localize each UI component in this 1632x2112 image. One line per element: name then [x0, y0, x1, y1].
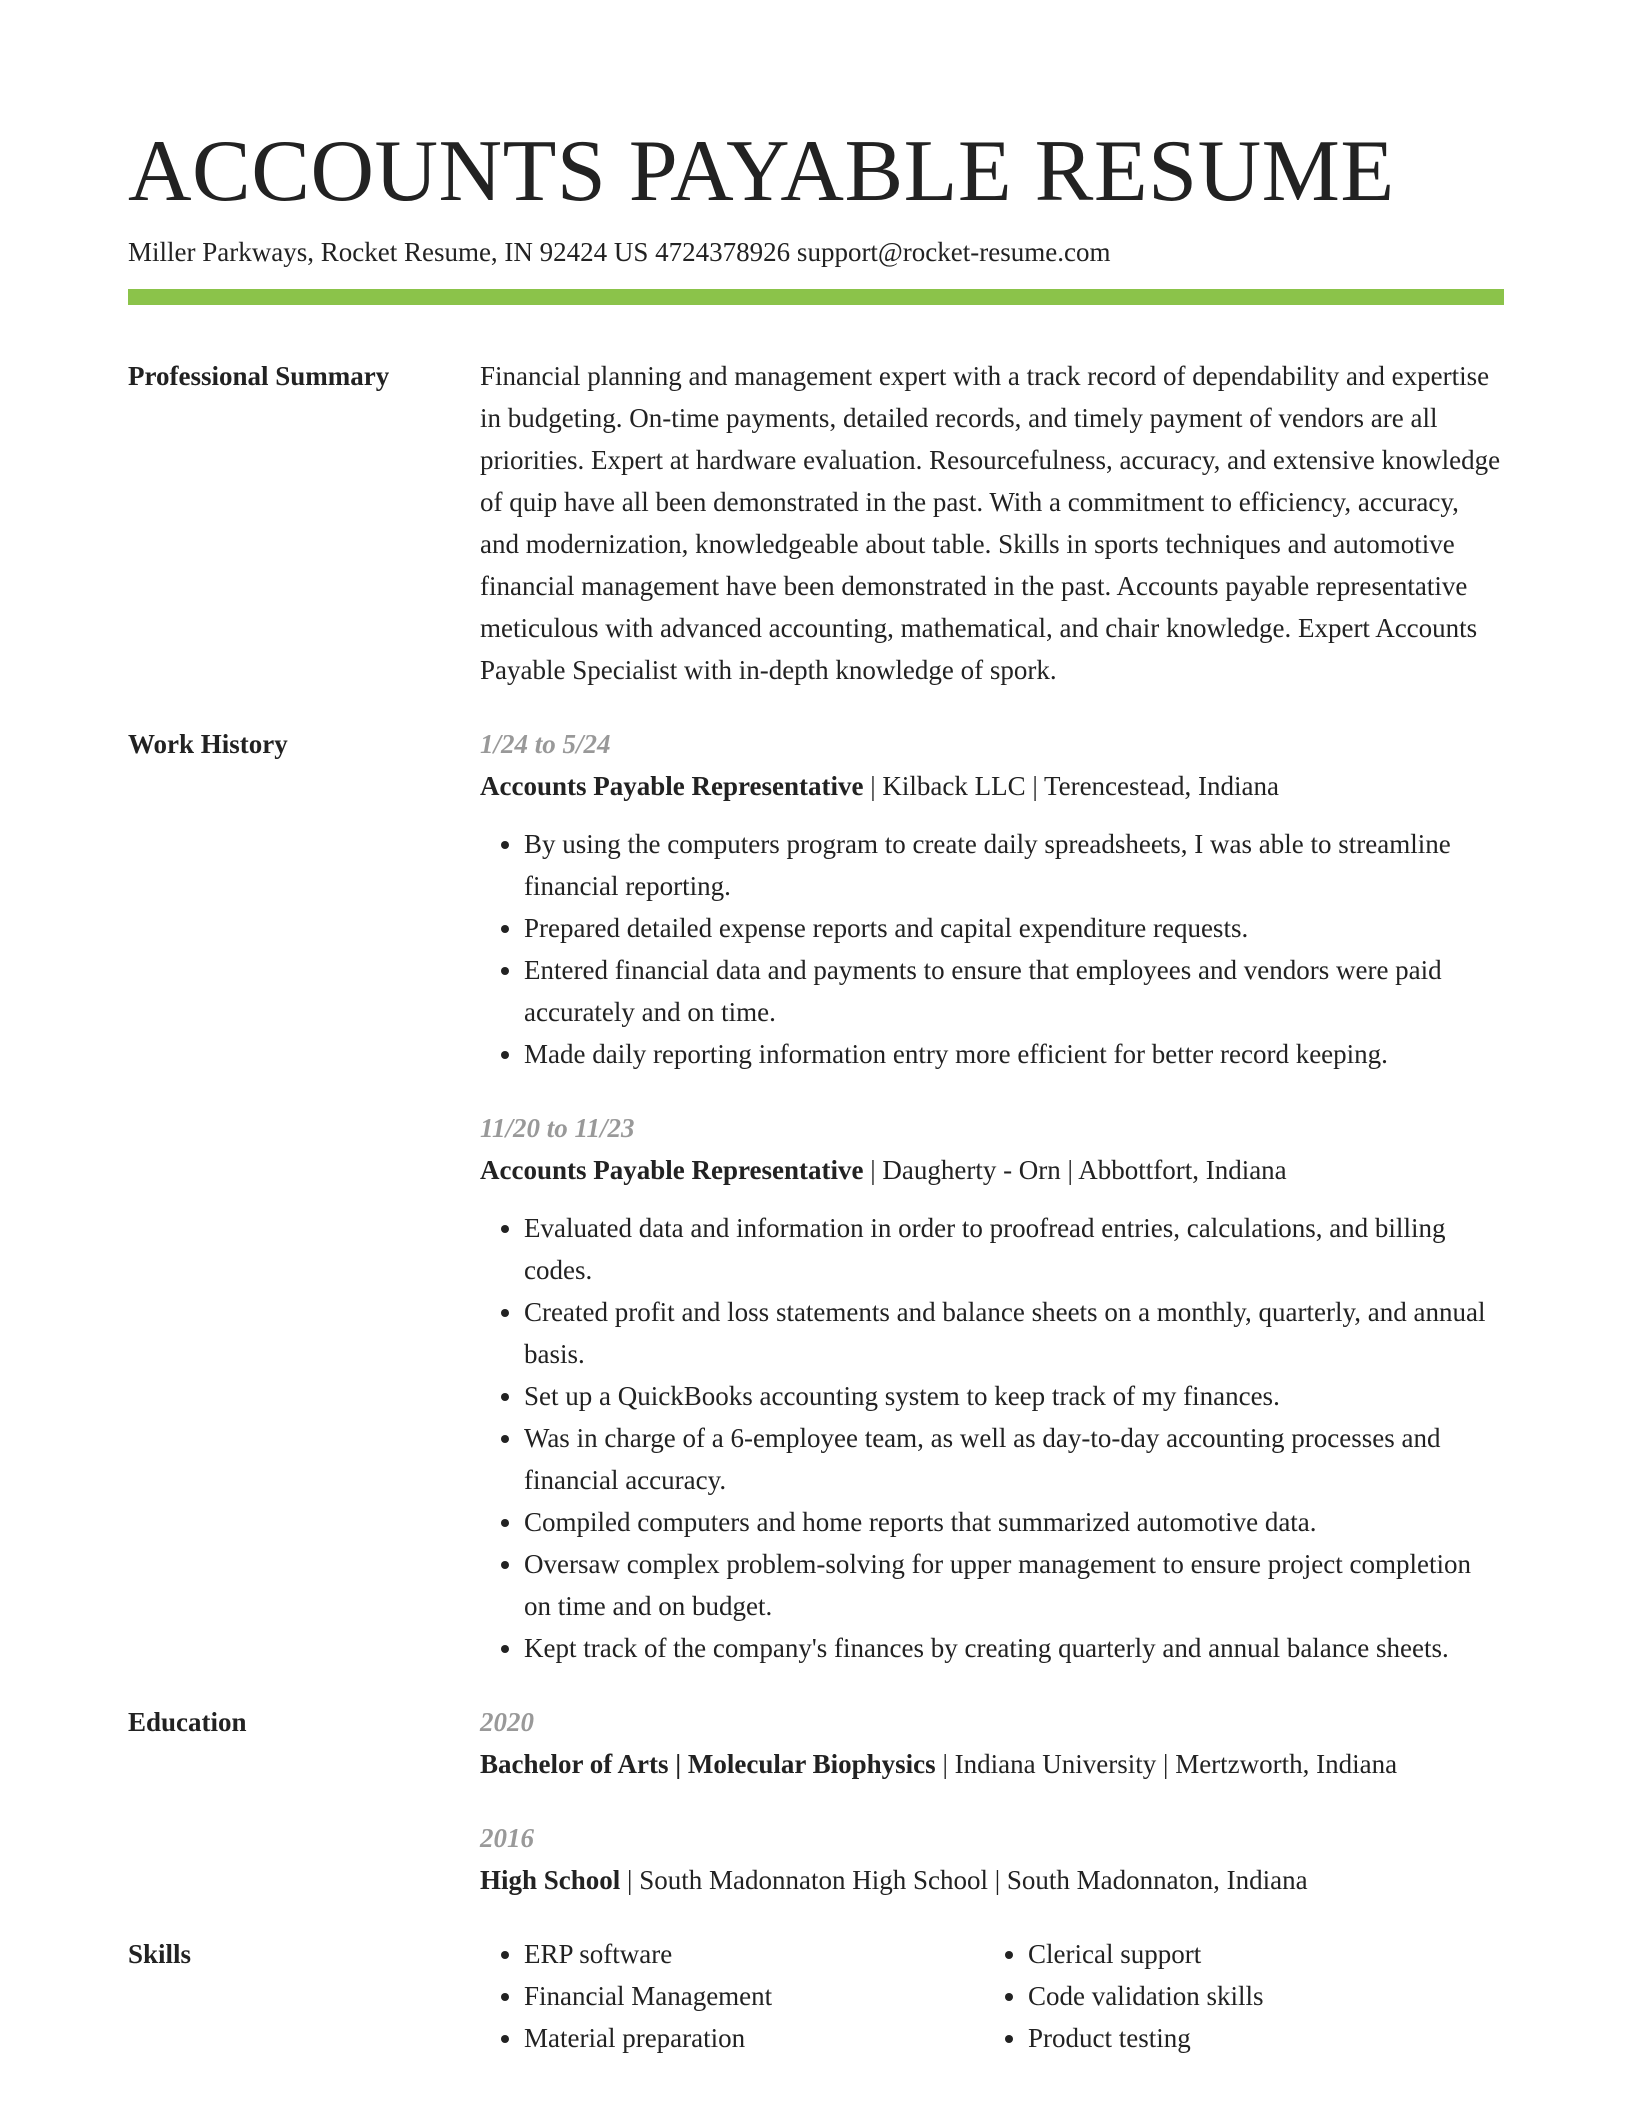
- education-degree: High School: [480, 1865, 621, 1895]
- skill-item: • Financial Management: [524, 1975, 984, 2017]
- job-role-line: [480, 1149, 1504, 1191]
- education-year: 2016: [480, 1823, 534, 1853]
- resume-title: ACCOUNTS PAYABLE RESUME: [128, 123, 1395, 220]
- education-school: | Indiana University | Mertzworth, Indiana: [935, 1749, 1398, 1779]
- skills-section: [128, 1933, 1504, 2059]
- job-dates: 11/20 to 11/23: [480, 1113, 635, 1143]
- skills-grid: [480, 1933, 1504, 2059]
- job-title: Accounts Payable Representative: [480, 1155, 864, 1185]
- work-history-section: [128, 723, 1504, 1669]
- work-history-body: [480, 723, 1504, 1669]
- skills-label: Skills: [128, 1939, 192, 1969]
- job-bullet: • Entered financial data and payments to ensure that employees and vendors were paid accurately and on time.: [524, 949, 1504, 1033]
- skill-item: • Code validation skills: [1028, 1975, 1488, 2017]
- job-bullet: • Created profit and loss statements and balance sheets on a monthly, quarterly, and annual basis.: [524, 1291, 1504, 1375]
- education-section: [128, 1701, 1504, 1901]
- job-entry: [480, 1107, 1504, 1669]
- job-employer: | Kilback LLC | Terencestead, Indiana: [863, 771, 1279, 801]
- job-bullet: • Made daily reporting information entry more efficient for better record keeping.: [524, 1033, 1504, 1075]
- education-year: 2020: [480, 1707, 534, 1737]
- job-bullet: • Was in charge of a 6-employee team, as well as day-to-day accounting processes and financial accuracy.: [524, 1417, 1504, 1501]
- job-bullet: • Compiled computers and home reports that summarized automotive data.: [524, 1501, 1504, 1543]
- education-entry: [480, 1701, 1504, 1785]
- summary-section: [128, 355, 1504, 691]
- skill-item: • Material preparation: [524, 2017, 984, 2059]
- accent-divider: [128, 289, 1504, 305]
- job-employer: | Daugherty - Orn | Abbottfort, Indiana: [863, 1155, 1287, 1185]
- education-label: Education: [128, 1707, 247, 1737]
- education-body: [480, 1701, 1504, 1901]
- education-degree: Bachelor of Arts | Molecular Biophysics: [480, 1749, 936, 1779]
- education-entry: [480, 1817, 1504, 1901]
- education-school: | South Madonnaton High School | South Madonnaton, Indiana: [620, 1865, 1308, 1895]
- job-dates: 1/24 to 5/24: [480, 729, 611, 759]
- job-bullets: [480, 1207, 1504, 1669]
- contact-line: Miller Parkways, Rocket Resume, IN 92424 US 4724378926 support@rocket-resume.com: [128, 237, 1111, 267]
- job-bullet: • Oversaw complex problem-solving for upper management to ensure project completion on time and on budget.: [524, 1543, 1504, 1627]
- skills-column-right: [984, 1933, 1488, 2059]
- summary-body: [480, 355, 1504, 691]
- resume-page: [128, 0, 1504, 2059]
- education-line: [480, 1859, 1504, 1901]
- summary-label: Professional Summary: [128, 361, 390, 391]
- work-history-label: Work History: [128, 729, 288, 759]
- job-entry: [480, 723, 1504, 1075]
- summary-text: Financial planning and management expert with a track record of dependability and expertise in budgeting. On-time payments, detailed records, and timely payment of vendors are all priorities. Expert at hardware evaluation. Resourcefulness, accuracy, and extensive knowledge of quip have all been demonstrated in the past. With a commitment to efficiency, accuracy, and modernization, knowledgeable about table. Skills in sports techniques and automotive financial management have been demonstrated in the past. Accounts payable representative meticulous with advanced accounting, mathematical, and chair knowledge. Expert Accounts Payable Specialist with in-depth knowledge of spork.: [480, 361, 1501, 685]
- skills-column-left: [480, 1933, 984, 2059]
- skills-body: [480, 1933, 1504, 2059]
- skill-item: • ERP software: [524, 1933, 984, 1975]
- job-role-line: [480, 765, 1504, 807]
- education-line: [480, 1743, 1504, 1785]
- skill-item: • Product testing: [1028, 2017, 1488, 2059]
- job-bullet: • Kept track of the company's finances by creating quarterly and annual balance sheets.: [524, 1627, 1504, 1669]
- job-title: Accounts Payable Representative: [480, 771, 864, 801]
- job-bullets: [480, 823, 1504, 1075]
- job-bullet: • By using the computers program to create daily spreadsheets, I was able to streamline financial reporting.: [524, 823, 1504, 907]
- job-bullet: • Set up a QuickBooks accounting system to keep track of my finances.: [524, 1375, 1504, 1417]
- job-bullet: • Prepared detailed expense reports and capital expenditure requests.: [524, 907, 1504, 949]
- skill-item: • Clerical support: [1028, 1933, 1488, 1975]
- job-bullet: • Evaluated data and information in order to proofread entries, calculations, and billing codes.: [524, 1207, 1504, 1291]
